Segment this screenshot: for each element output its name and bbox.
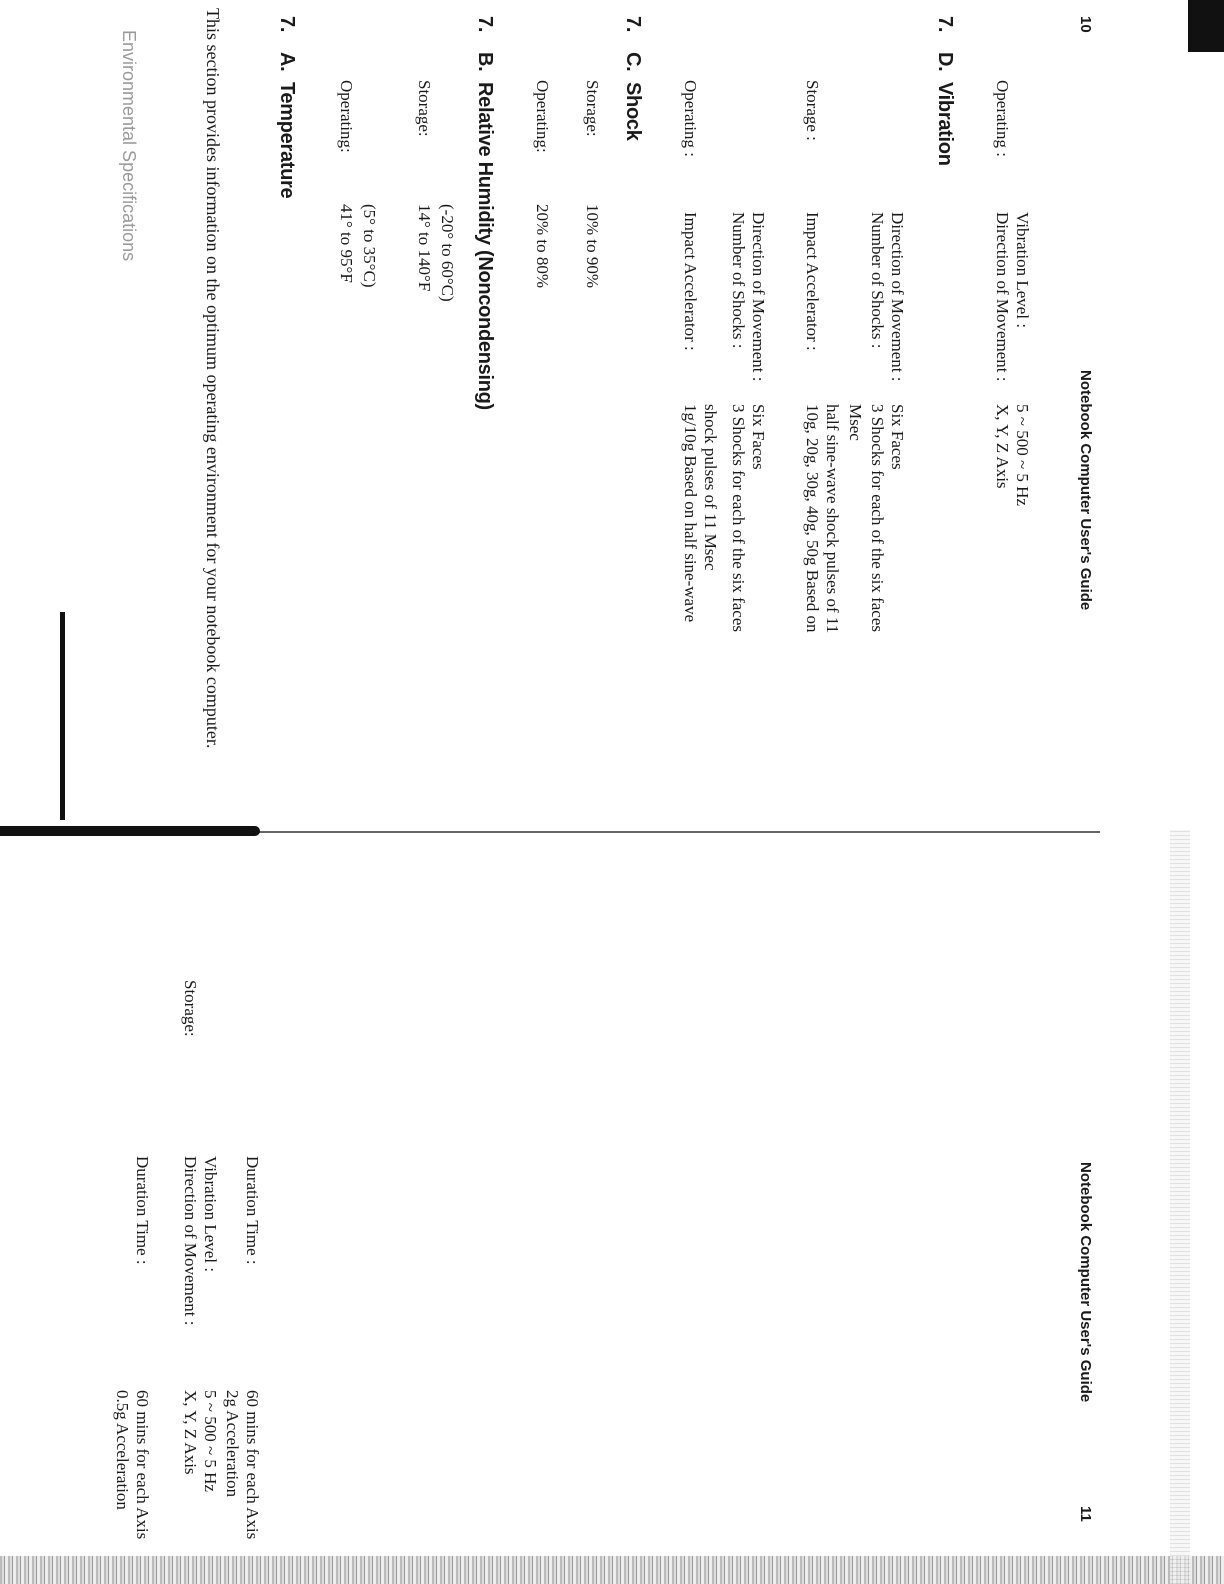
shock-op-impact-value-1: 1g/10g Based on half sine-wave xyxy=(681,404,700,623)
humidity-operating-value: 20% to 80% xyxy=(533,204,552,289)
vibration-op-accel-value: 0.5g Acceleration xyxy=(113,1390,132,1510)
shock-operating-label: Operating : xyxy=(681,80,700,157)
temperature-storage-label: Storage: xyxy=(415,80,434,137)
section-number: 7. xyxy=(276,16,298,33)
vibration-op-direction-label: Direction of Movement : xyxy=(993,212,1012,382)
vibration-op-level-value: 5 ~ 500 ~ 5 Hz xyxy=(1013,404,1032,506)
temperature-storage-value-f: 14° to 140°F xyxy=(415,204,434,292)
shock-op-impact-label: Impact Accelerator : xyxy=(681,212,700,351)
vibration-st-direction-value: X, Y, Z Axis xyxy=(181,1390,200,1475)
shock-st-direction-label: Direction of Movement : xyxy=(888,212,907,382)
section-vibration-heading xyxy=(933,16,956,166)
vibration-storage-label: Storage: xyxy=(181,980,200,1037)
running-header: Environmental Specifications xyxy=(119,30,139,262)
shock-st-impact-label: Impact Accelerator : xyxy=(803,212,822,351)
section-number: 7. xyxy=(622,16,644,33)
left-footer-title: Notebook Computer User's Guide xyxy=(1077,370,1094,611)
right-page xyxy=(0,830,1224,1584)
shock-op-direction-value: Six Faces xyxy=(749,404,768,470)
vibration-operating-label: Operating : xyxy=(993,80,1012,157)
intro-paragraph: This section provides information on the optimum operating environment for your notebook computer. xyxy=(203,8,223,749)
section-letter: D. xyxy=(934,52,956,72)
temperature-operating-label: Operating: xyxy=(337,80,356,153)
shock-st-shocks-value: 3 Shocks for each of the six faces xyxy=(868,404,887,633)
vibration-st-accel-value: 2g Acceleration xyxy=(223,1390,242,1498)
section-shock-heading xyxy=(621,16,644,141)
section-letter: B. xyxy=(474,52,496,72)
shock-st-impact-value-1: 10g, 20g, 30g, 40g, 50g Based on xyxy=(803,404,822,633)
section-humidity-heading xyxy=(473,16,496,410)
right-footer-title: Notebook Computer User's Guide xyxy=(1077,1162,1094,1403)
shock-st-shocks-label: Number of Shocks : xyxy=(868,212,887,349)
humidity-storage-value: 10% to 90% xyxy=(583,204,602,289)
shock-op-impact-value-2: shock pulses of 11 Msec xyxy=(701,404,720,571)
left-page-number: 10 xyxy=(1077,16,1094,33)
section-temperature-heading xyxy=(275,16,298,198)
shock-op-direction-label: Direction of Movement : xyxy=(749,212,768,382)
section-letter: C. xyxy=(622,52,644,72)
shock-st-impact-value-2: half sine-wave shock pulses of 11 xyxy=(823,404,842,634)
vibration-st-duration-label: Duration Time : xyxy=(243,1156,262,1265)
vibration-op-duration-label: Duration Time : xyxy=(133,1156,152,1265)
section-title: Shock xyxy=(622,82,644,141)
temperature-storage-value-c: (-20° to 60°C) xyxy=(438,204,457,302)
vibration-op-duration-value: 60 mins for each Axis xyxy=(133,1390,152,1540)
vibration-st-level-label: Vibration Level : xyxy=(201,1156,220,1273)
right-page-number: 11 xyxy=(1077,1506,1094,1522)
section-title: Relative Humidity (Noncondensing) xyxy=(474,82,496,410)
shock-st-impact-value-3: Msec xyxy=(846,404,865,441)
vibration-st-direction-label: Direction of Movement : xyxy=(181,1156,200,1326)
humidity-storage-label: Storage: xyxy=(583,80,602,137)
shock-op-shocks-label: Number of Shocks : xyxy=(729,212,748,349)
temperature-operating-value-f: 41° to 95°F xyxy=(337,204,356,283)
humidity-operating-label: Operating: xyxy=(533,80,552,153)
vibration-st-level-value: 5 ~ 500 ~ 5 Hz xyxy=(201,1390,220,1492)
shock-storage-label: Storage : xyxy=(803,80,822,141)
section-letter: A. xyxy=(276,52,298,72)
vibration-st-duration-value: 60 mins for each Axis xyxy=(243,1390,262,1540)
shock-st-direction-value: Six Faces xyxy=(888,404,907,470)
section-title: Temperature xyxy=(276,82,298,199)
temperature-operating-value-c: (5° to 35°C) xyxy=(360,204,379,288)
section-number: 7. xyxy=(474,16,496,33)
shock-op-shocks-value: 3 Shocks for each of the six faces xyxy=(729,404,748,633)
section-number: 7. xyxy=(934,16,956,33)
section-title: Vibration xyxy=(934,82,956,166)
vibration-op-direction-value: X, Y, Z Axis xyxy=(993,404,1012,489)
vibration-op-level-label: Vibration Level : xyxy=(1013,212,1032,329)
